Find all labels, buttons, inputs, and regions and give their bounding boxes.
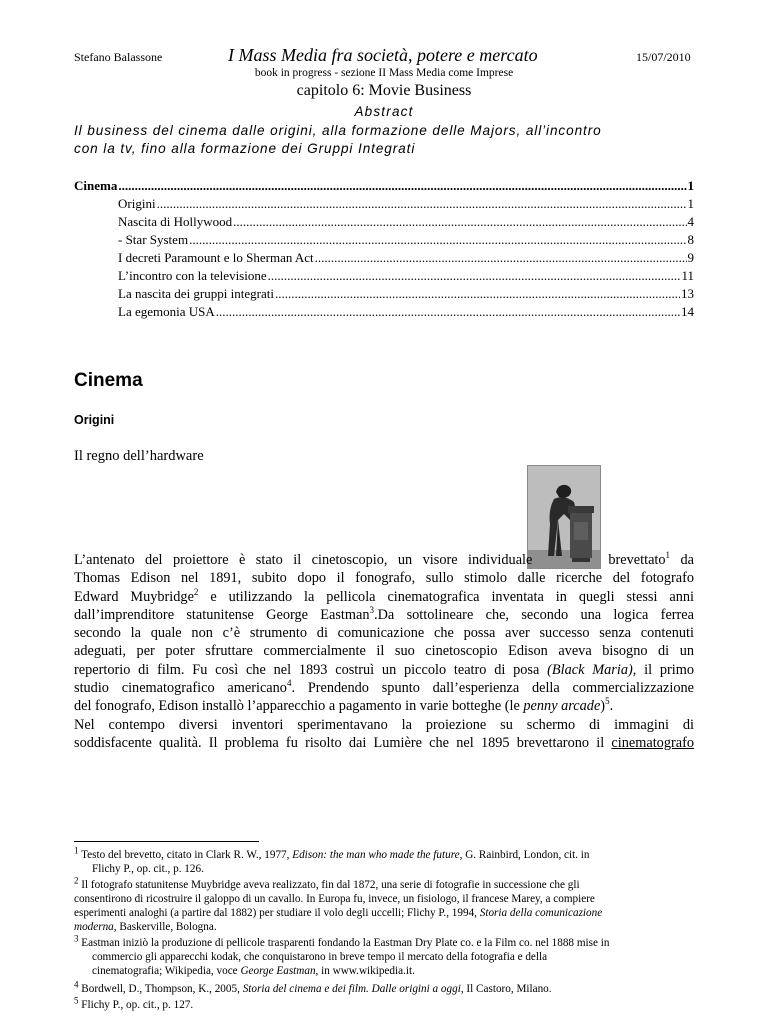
chapter-title: capitolo 6: Movie Business <box>296 82 472 99</box>
footnote-5: $^5$ Flichy P., op. cit., p. 127. <box>74 995 194 1011</box>
toc-leader <box>275 285 680 303</box>
toc-entry[interactable] <box>74 303 694 321</box>
toc-label: Cinema <box>74 178 118 193</box>
footnote-2: $^2$ Il fotografo statunitense Muybridge aveva realizzato, fin dal 1872, una serie di fotografie in successione che gli consentirono di ricostruire il galoppo di un cavallo. In Europa fu, invece, un fisiologo, il francese Marey, a compiere esperimenti analoghi (a partire dal 1882) per studiare il volo degli uccelli; Flichy P., 1994, Storia della comunicazione moderna, Baskerville, Bologna. <box>74 875 603 933</box>
header-date: 15/07/2010 <box>636 50 691 64</box>
footnote-4: $^4$ Bordwell, D., Thompson, K., 2005, Storia del cinema e dei film. Dalle origini a oggi, Il Castoro, Milano. <box>74 979 552 995</box>
header-title: I Mass Media fra società, potere e mercato <box>228 45 538 65</box>
toc-leader <box>268 267 681 285</box>
body-line: repertorio di film. Fu così che nel 1893 costruì un piccolo teatro di posa (Black Maria), il primo <box>74 661 694 678</box>
body-line: adeguati, per poter sfruttare commercialmente il suo cinetoscopio Edison aveva bisogno di un <box>74 643 694 660</box>
cinematografo-link[interactable]: cinematografo <box>611 734 694 751</box>
header-author: Stefano Balassone <box>74 50 163 64</box>
toc-entry[interactable] <box>74 195 694 213</box>
toc-page: 13 <box>681 286 694 301</box>
toc-leader <box>216 303 680 321</box>
toc-label: L’incontro con la televisione <box>118 268 267 283</box>
footnote-3: $^3$ Eastman iniziò la produzione di pellicole trasparenti fondando la Eastman Dry Plate co. e la Film co. nel 1888 mise in commercio gli apparecchi kodak, che conquistarono in breve tempo il mercato della fotografia e della cinematografia; Wikipedia, voce George Eastman, in www.wikipedia.it. <box>74 933 610 977</box>
toc-leader <box>118 177 686 195</box>
toc-page: 9 <box>687 250 694 265</box>
toc-label: Origini <box>118 196 156 211</box>
toc-label: - Star System <box>118 232 189 247</box>
toc-entry[interactable] <box>74 231 694 249</box>
toc-page: 11 <box>681 268 694 283</box>
toc-leader <box>233 213 686 231</box>
toc-entry[interactable] <box>74 213 694 231</box>
body-line: Thomas Edison nel 1891, subito dopo il fonografo, sullo stimolo dalle ricerche del fotografo <box>74 570 694 587</box>
footnote-1: $^1$ Testo del brevetto, citato in Clark R. W., 1977, Edison: the man who made the future, G. Rainbird, London, cit. in Flichy P., op. cit., p. 126. <box>74 845 590 875</box>
toc-page: 4 <box>687 214 694 229</box>
body-line: soddisfacente qualità. Il problema fu risolto dai Lumière che nel 1895 brevettarono il cinematografo <box>74 734 694 751</box>
toc-entry[interactable] <box>74 285 694 303</box>
body-line: studio cinematografico americano$^4$. Prendendo spunto dall’esperienza della commercializzazione <box>74 678 694 697</box>
toc-entry[interactable] <box>74 249 694 267</box>
abstract-text <box>74 122 714 158</box>
intro-paragraph: Il regno dell’hardware <box>74 448 204 464</box>
section-heading: Cinema <box>74 370 143 391</box>
body-line: dall’imprenditore statunitense George Eastman$^3$.Da sottolineare che, secondo una logica ferrea <box>74 605 695 623</box>
footnote-separator <box>74 841 259 842</box>
toc-label: I decreti Paramount e lo Sherman Act <box>118 250 314 265</box>
toc-label: La nascita dei gruppi integrati <box>118 286 274 301</box>
toc-label: Nascita di Hollywood <box>118 214 233 229</box>
body-line: L’antenato del proiettore è stato il cinetoscopio, un visore individuale brevettato$^1$ da <box>74 550 694 568</box>
toc-page: 14 <box>681 304 694 319</box>
toc-leader <box>315 249 687 267</box>
toc-page: 1 <box>687 196 694 211</box>
body-line: Nel contempo diversi inventori sperimentavano la proiezione su schermo di immagini di <box>74 716 694 733</box>
toc-page: 1 <box>687 178 694 193</box>
abstract-line: con la tv, fino alla formazione dei Gruppi Integrati <box>74 141 416 156</box>
toc-page: 8 <box>687 232 694 247</box>
toc-leader <box>157 195 687 213</box>
body-line: del fonografo, Edison installò l’apparecchio a pagamento in varie botteghe (le penny arcade)$^5$. <box>74 696 614 715</box>
toc-label: La egemonia USA <box>118 304 215 319</box>
body-line: Edward Muybridge$^2$ e utilizzando la pellicola cinematografica inventata in quegli stessi anni <box>74 586 694 605</box>
toc-entry[interactable] <box>74 267 694 285</box>
subsection-heading: Origini <box>74 413 115 427</box>
abstract-label: Abstract <box>354 104 414 119</box>
abstract-line: Il business del cinema dalle origini, alla formazione delle Majors, all’incontro <box>74 123 602 138</box>
header-subtitle: book in progress - sezione II Mass Media come Imprese <box>254 67 514 79</box>
toc-leader <box>189 231 686 249</box>
table-of-contents <box>74 177 694 321</box>
body-line: secondo la quale non c’è strumento di comunicazione che possa aver successo senza contenuti <box>74 625 694 642</box>
toc-entry[interactable] <box>74 177 694 195</box>
body-paragraph <box>74 551 694 752</box>
